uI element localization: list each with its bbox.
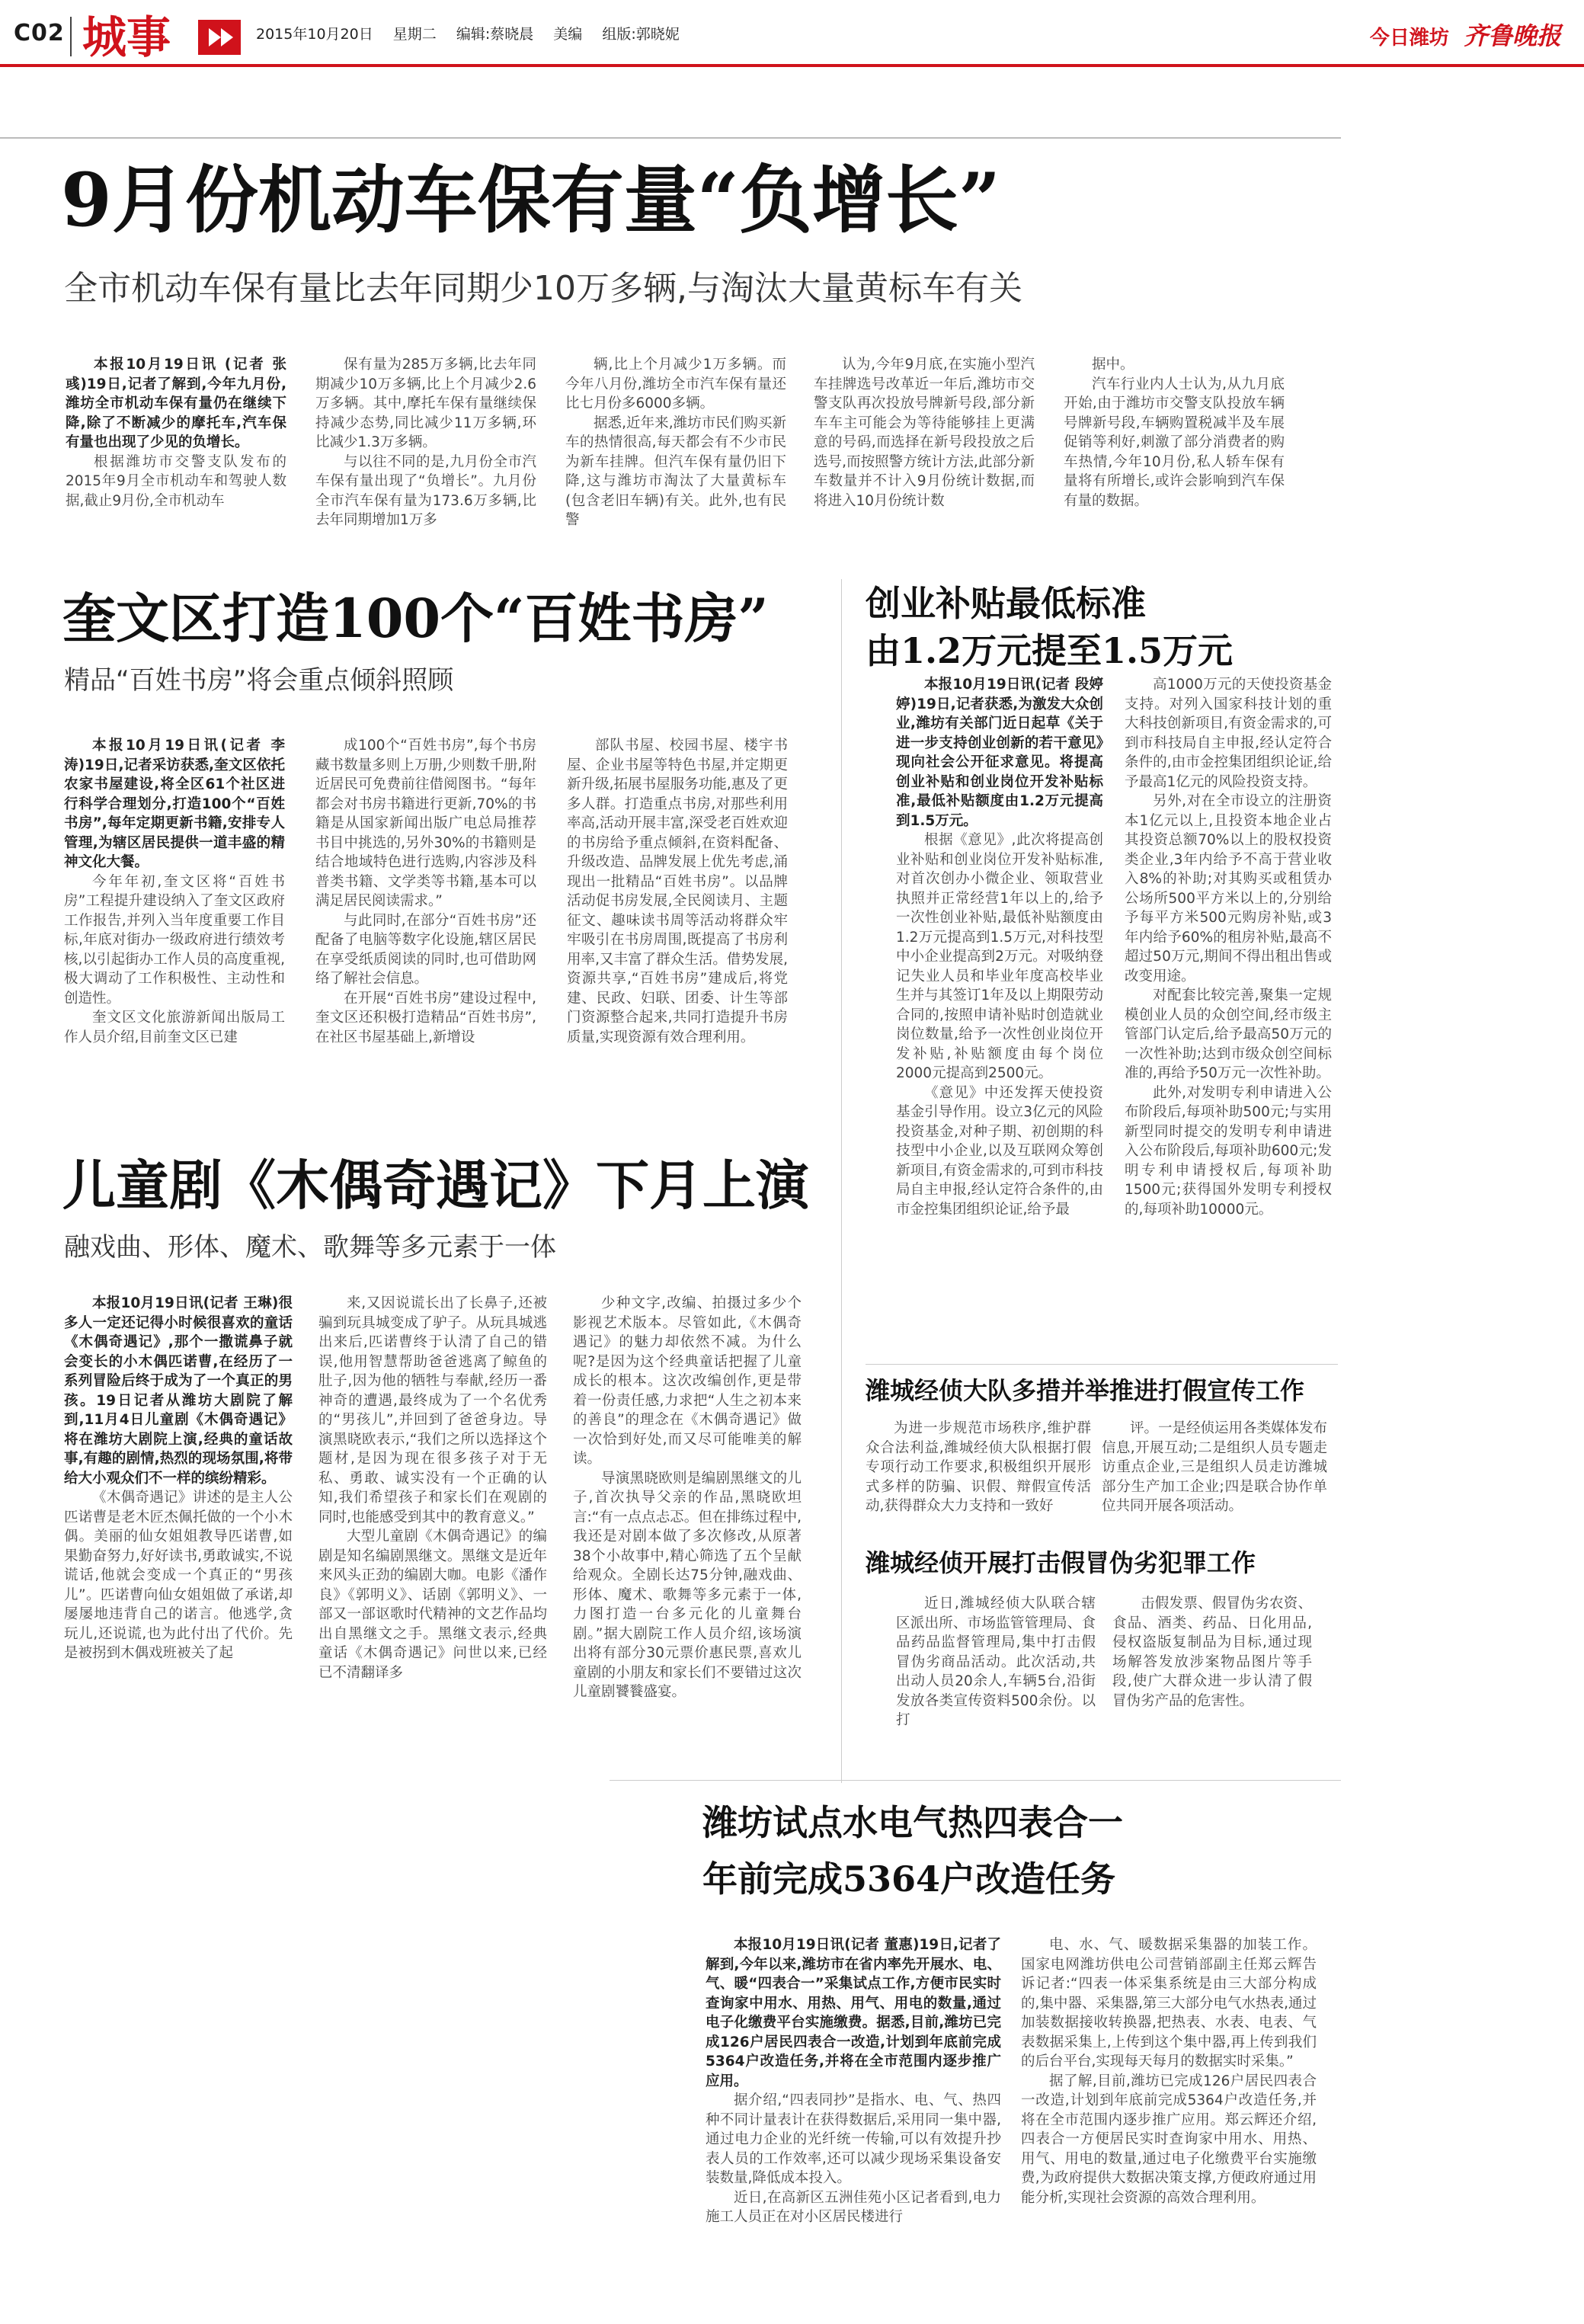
paragraph: 近日,在高新区五洲佳苑小区记者看到,电力施工人员正在对小区居民楼进行 (706, 2189, 1001, 2225)
article3-col-2 (1125, 675, 1332, 1361)
article4-subtitle: 融戏曲、形体、魔术、歌舞等多元素于一体 (64, 1232, 556, 1263)
article6-col-1 (896, 1594, 1096, 1751)
paragraph: 据介绍,“四表同抄”是指水、电、气、热四种不同计量表计在获得数据后,采用同一集中器,通过电力企业的光纤统一传输,可以有效提升抄表人员的工作效率,还可以减少现场采集设备安装数量,降低成本投入。 (706, 2092, 1001, 2186)
paragraph: 根据潍坊市交警支队发布的2015年9月全市机动车和驾驶人数据,截止9月份,全市机动车 (66, 453, 286, 509)
article2-col-2 (315, 736, 536, 1148)
paragraph: 部队书屋、校园书屋、楼宇书屋、企业书屋等特色书屋,并定期更新升级,拓展书屋服务功能,惠及了更多人群。打造重点书房,对那些利用率高,活动开展丰富,深受老百姓欢迎的书房给予重点倾斜,在资料配备、升级改造、品牌发展上优先考虑,涌现出一批精品“百姓书房”。以品牌活动促书房发展,全民阅读月、主题征文、趣味读书周等活动将群众牢牢吸引在书房周围,既提高了书房利用率,又丰富了群众生活。借势发展,资源共享,“百姓书房”建成后,将党建、民政、妇联、团委、计生等部门资源整合起来,共同打造提升书房质量,实现资源有效合理利用。 (567, 738, 788, 1045)
paragraph: 少种文字,改编、拍摄过多少个影视艺术版本。尽管如此,《木偶奇遇记》的魅力却依然不减。为什么呢?是因为这个经典童话把握了儿童成长的根本。这次改编创作,更是带着一份责任感,力求把“人生之初本来的善良”的理念在《木偶奇遇记》做一次恰到好处,而又尽可能唯美的解读。 (573, 1295, 802, 1467)
paragraph: 据中。 (1092, 357, 1134, 373)
paragraph: 与以往不同的是,九月份全市汽车保有量出现了“负增长”。九月份全市汽车保有量为173.6万多辆,比去年同期增加1万多 (315, 453, 536, 528)
issue-date: 2015年10月20日 (256, 26, 373, 43)
article7-title-line1: 潍坊试点水电气热四表合一 (702, 1802, 1123, 1843)
article1-col-1 (66, 355, 286, 546)
header-divider (70, 17, 72, 56)
paragraph: 在开展“百姓书房”建设过程中,奎文区还积极打造精品“百姓书房”,在社区书屋基础上,新增设 (315, 990, 536, 1045)
paragraph: 本报10月19日讯(记者 王琳)很多人一定还记得小时候很喜欢的童话《木偶奇遇记》,那个一撒谎鼻子就会变长的小木偶匹诺曹,在经历了一系列冒险后终于成为了一个真正的男孩。19日记者从潍坊大剧院了解到,11月4日儿童剧《木偶奇遇记》将在潍坊大剧院上演,经典的童话故事,有趣的剧情,热烈的现场氛围,将带给大小观众们不一样的缤纷精彩。 (64, 1295, 293, 1487)
article7-col-2 (1021, 1935, 1317, 2309)
paragraph: 此外,对发明专利申请进入公布阶段后,每项补助500元;与实用新型同时提交的发明专利申请进入公布阶段后,每项补助600元;发明专利申请授权后,每项补助1500元;获得国外发明专利授权的,每项补助10000元。 (1125, 1084, 1332, 1218)
paragraph: 为进一步规范市场秩序,维护群众合法利益,潍城经侦大队根据打假专项行动工作要求,积极组织开展形式多样的防骗、识假、辩假宣传活动,获得群众大力支持和一致好 (866, 1420, 1091, 1514)
paragraph: 来,又因说谎长出了长鼻子,还被骗到玩具城变成了驴子。从玩具城逃出来后,匹诺曹终于认清了自己的错误,他用智慧帮助爸爸逃离了鲸鱼的肚子,因为他的牺牲与奉献,经历一番神奇的遭遇,最终成为了一个名优秀的“男孩儿”,并回到了爸爸身边。导演黑晓欧表示,“我们之所以选择这个题材,是因为现在很多孩子对于无私、勇敢、诚实没有一个正确的认知,我们希望孩子和家长们在观剧的同时,也能感受到其中的教育意义。” (318, 1295, 547, 1525)
article2-subtitle: 精品“百姓书房”将会重点倾斜照顾 (64, 665, 454, 696)
article5-rule (866, 1364, 1338, 1365)
section-title: 城事 (82, 11, 171, 63)
article5-col-2 (1102, 1419, 1327, 1532)
article7-col-1 (706, 1935, 1001, 2309)
paragraph: 本报10月19日讯 (记者 张彧)19日,记者了解到,今年九月份,潍坊全市机动车保有量仍在继续下降,除了不断减少的摩托车,汽车保有量也出现了少见的负增长。 (66, 357, 286, 450)
header-rule-thin (0, 137, 1341, 139)
paragraph: 辆,比上个月减少1万多辆。而今年八月份,潍坊全市汽车保有量还比七月份多6000多辆。 (565, 357, 786, 411)
proof-credit: 组版:郭晓妮 (602, 26, 680, 43)
page-number: C02 (14, 20, 65, 46)
paragraph: 电、水、气、暖数据采集器的加装工作。国家电网潍坊供电公司营销部副主任郑云辉告诉记者:“四表一体采集系统是由三大部分构成的,集中器、采集器,第三大部分电气水热表,通过加装数据接收转换器,把热表、水表、电表、气表数据采集上,上传到这个集中器,再上传到我们的后台平台,实现每天每月的数据实时采集。” (1021, 1937, 1317, 2070)
art-credit: 美编 (553, 26, 583, 43)
article7-rule (610, 1780, 1341, 1781)
article1-title: 9月份机动车保有量“负增长” (61, 157, 1001, 243)
paragraph: 保有量为285万多辆,比去年同期减少10万多辆,比上个月减少2.6万多辆。其中,摩托车保有量继续保持减少态势,同比减少11万多辆,环比减少1.3万多辆。 (315, 357, 536, 450)
article2-col-1 (64, 736, 285, 1148)
paragraph: 据了解,目前,潍坊已完成126户居民四表合一改造,计划到年底前完成5364户改造任务,并将在全市范围内逐步推广应用。郑云辉还介绍,四表合一方便居民实时查询家中用水、用热、用气、用电的数量,通过电子化缴费平台实施缴费,为政府提供大数据决策支撑,方便政府通过用能分析,实现社会资源的高效合理利用。 (1021, 2073, 1317, 2206)
article3-title-line2: 由1.2万元提至1.5万元 (866, 630, 1234, 671)
article5-title: 潍城经侦大队多措并举推进打假宣传工作 (866, 1376, 1305, 1405)
article3-title-line1: 创业补贴最低标准 (866, 583, 1146, 624)
brand-name: 今日潍坊 (1369, 27, 1449, 50)
paragraph: 对配套比较完善,聚集一定规模创业人员的众创空间,经市级主管部门认定后,给予最高50万元的一次性补助;达到市级众创空间标准的,再给予50万元一次性补助。 (1125, 988, 1332, 1081)
article2-title: 奎文区打造100个“百姓书房” (62, 587, 769, 650)
paragraph: 汽车行业内人士认为,从九月底开始,由于潍坊市交警支队投放车辆号牌新号段,车辆购置税减半及车展促销等利好,刺激了部分消费者的购车热情,今年10月份,私人轿车保有量将有所增长,或许会影响到汽车保有量的数据。 (1064, 376, 1285, 509)
paragraph: 高1000万元的天使投资基金支持。对列入国家科技计划的重大科技创新项目,有资金需求的,可到市科技局自主申报,经认定符合条件的,由市金控集团组织论证,给予最高1亿元的风险投资支持。 (1125, 677, 1332, 790)
paragraph: 本报10月19日讯(记者 段婷婷)19日,记者获悉,为激发大众创业,潍坊有关部门近日起草《关于进一步支持创业创新的若干意见》现向社会公开征求意见。将提高创业补贴和创业岗位开发补贴标准,最低补贴额度由1.2万元提高到1.5万元。 (896, 677, 1103, 829)
article3-col-1 (896, 675, 1103, 1361)
article1-col-3 (565, 355, 786, 546)
paragraph: 击假发票、假冒伪劣农资、食品、酒类、药品、日化用品,侵权盗版复制品为目标,通过现场解答发放涉案物品图片等手段,使广大群众进一步认清了假冒伪劣产品的危害性。 (1112, 1596, 1312, 1709)
paragraph: 另外,对在全市设立的注册资本1亿元以上,且投资本地企业占其投资总额70%以上的股权投资类企业,3年内给予不高于营业收入8%的补助;对其购买或租赁办公场所500平方米以上的,分别给予每平方米500元购房补贴,或3年内给予60%的租房补贴,最高不超过50万元,期间不得出租出售或改变用途。 (1125, 793, 1332, 984)
paragraph: 根据《意见》,此次将提高创业补贴和创业岗位开发补贴标准,对首次创办小微企业、领取营业执照并正常经营1年以上的,给予一次性创业补贴,最低补贴额度由1.2万元提高到1.5万元,对科技型中小企业提高到2万元。对吸纳登记失业人员和毕业年度高校毕业生并与其签订1年及以上期限劳动合同的,按照申请补贴时创造就业岗位数量,给予一次性创业岗位开发补贴,补贴额度由每个岗位2000元提高到2500元。 (896, 832, 1103, 1081)
paragraph: 《意见》中还发挥天使投资基金引导作用。设立3亿元的风险投资基金,对种子期、初创期的科技型中小企业,以及互联网众筹创新项目,有资金需求的,可到市科技局自主申报,经认定符合条件的,由市金控集团组织论证,给予最 (896, 1084, 1103, 1218)
article1-col-5 (1064, 355, 1285, 546)
article5-col-1 (866, 1419, 1091, 1532)
article6-title: 潍城经侦开展打击假冒伪劣犯罪工作 (866, 1548, 1256, 1577)
article4-col-3 (573, 1294, 802, 1736)
article4-col-1 (64, 1294, 293, 1736)
paragraph: 本报10月19日讯(记者 李涛)19日,记者采访获悉,奎文区依托农家书屋建设,将全区61个社区进行科学合理划分,打造100个“百姓书房”,每年定期更新书籍,安排专人管理,为辖区居民提供一道丰盛的精神文化大餐。 (64, 738, 285, 870)
paragraph: 本报10月19日讯(记者 董惠)19日,记者了解到,今年以来,潍坊市在省内率先开展水、电、气、暖“四表合一”采集试点工作,方便市民实时查询家中用水、用热、用气、用电的数量,通过电子化缴费平台实施缴费。据悉,目前,潍坊已完成126户居民四表合一改造,计划到年底前完成5364户改造任务,并将在全市范围内逐步推广应用。 (706, 1937, 1001, 2089)
header-info (256, 23, 695, 43)
article1-col-2 (315, 355, 536, 546)
article4-col-2 (318, 1294, 547, 1736)
article4-title: 儿童剧《木偶奇遇记》下月上演 (62, 1154, 809, 1217)
paragraph: 近日,潍城经侦大队联合辖区派出所、市场监管管理局、食品药品监督管理局,集中打击假冒伪劣商品活动。此次活动,共出动人员20余人,车辆5台,沿街发放各类宣传资料500余份。以打 (896, 1596, 1096, 1728)
paragraph: 据悉,近年来,潍坊市民们购买新车的热情很高,每天都会有不少市民为新车挂牌。但汽车保有量仍旧下降,这与潍坊市淘汰了大量黄标车(包含老旧车辆)有关。此外,也有民警 (565, 415, 786, 528)
newspaper-logo: 齐鲁晚报 (1463, 21, 1561, 50)
paragraph: 认为,今年9月底,在实施小型汽车挂牌选号改革近一年后,潍坊市交警支队再次投放号牌新号段,部分新车车主可能会为等待能够挂上更满意的号码,而选择在新号段投放之后选号,而按照警方统计方法,此部分新车数量并不计入9月份统计数据,而将进入10月份统计数 (814, 357, 1035, 509)
article1-subtitle: 全市机动车保有量比去年同期少10万多辆,与淘汰大量黄标车有关 (64, 269, 1022, 308)
brand (1370, 17, 1561, 52)
header-rule (0, 64, 1584, 67)
double-chevron-right-icon (198, 20, 241, 55)
paragraph: 大型儿童剧《木偶奇遇记》的编剧是知名编剧黑继文。黑继文是近年来风头正劲的编剧大咖。电影《潘作良》《郭明义》、话剧《郭明义》、一部又一部讴歌时代精神的文艺作品均出自黑继文之手。黑继文表示,经典童话《木偶奇遇记》问世以来,已经已不清翻译多 (318, 1529, 547, 1681)
paragraph: 今年年初,奎文区将“百姓书房”工程提升建设纳入了奎文区政府工作报告,并列入当年度重要工作目标,年底对街办一级政府进行绩效考核,以引起街办工作人员的高度重视,极大调动了工作积极性、主动性和创造性。 (64, 873, 285, 1007)
paragraph: 《木偶奇遇记》讲述的是主人公匹诺曹是老木匠杰佩托做的一个小木偶。美丽的仙女姐姐教导匹诺曹,如果勤奋努力,好好读书,勇敢诚实,不说谎话,他就会变成一个真正的“男孩儿”。匹诺曹向仙女姐姐做了承诺,却屡屡地违背自己的诺言。他逃学,贪玩儿,还说谎,也为此付出了代价。先是被拐到木偶戏班被关了起 (64, 1490, 293, 1661)
paragraph: 成100个“百姓书房”,每个书房藏书数量多则上万册,少则数千册,附近居民可免费前往借阅图书。“每年都会对书房书籍进行更新,70%的书籍是从国家新闻出版广电总局推荐书目中挑选的,另外30%的书籍则是结合地域特色进行选购,内容涉及科普类书籍、文学类等书籍,基本可以满足居民阅读需求。” (315, 738, 536, 909)
issue-weekday: 星期二 (392, 26, 437, 43)
article7-title-line2: 年前完成5364户改造任务 (702, 1858, 1116, 1900)
editor-credit: 编辑:蔡晓晨 (456, 26, 534, 43)
article2-col-3 (567, 736, 788, 1148)
paragraph: 与此同时,在部分“百姓书房”还配备了电脑等数字化设施,辖区居民在享受纸质阅读的同时,也可借助网络了解社会信息。 (315, 912, 536, 987)
column-divider (841, 579, 842, 1783)
paragraph: 导演黑晓欧则是编剧黑继文的儿子,首次执导父亲的作品,黑晓欧坦言:“有一点点忐忑。但在排练过程中,我还是对剧本做了多次修改,从原著38个小故事中,精心筛选了五个呈献给观众。全剧长达75分钟,融戏曲、形体、魔术、歌舞等多元素于一体,力图打造一台多元化的儿童舞台剧。”据大剧院工作人员介绍,该场演出将有部分30元票价惠民票,喜欢儿童剧的小朋友和家长们不要错过这次儿童剧饕餮盛宴。 (573, 1470, 802, 1700)
article1-col-4 (814, 355, 1035, 546)
paragraph: 评。一是经侦运用各类媒体发布信息,开展互动;二是组织人员专题走访重点企业,三是组织人员走访潍城部分生产加工企业;四是联合协作单位共同开展各项活动。 (1102, 1420, 1327, 1514)
article6-col-2 (1112, 1594, 1312, 1751)
paragraph: 奎文区文化旅游新闻出版局工作人员介绍,目前奎文区已建 (64, 1010, 285, 1045)
